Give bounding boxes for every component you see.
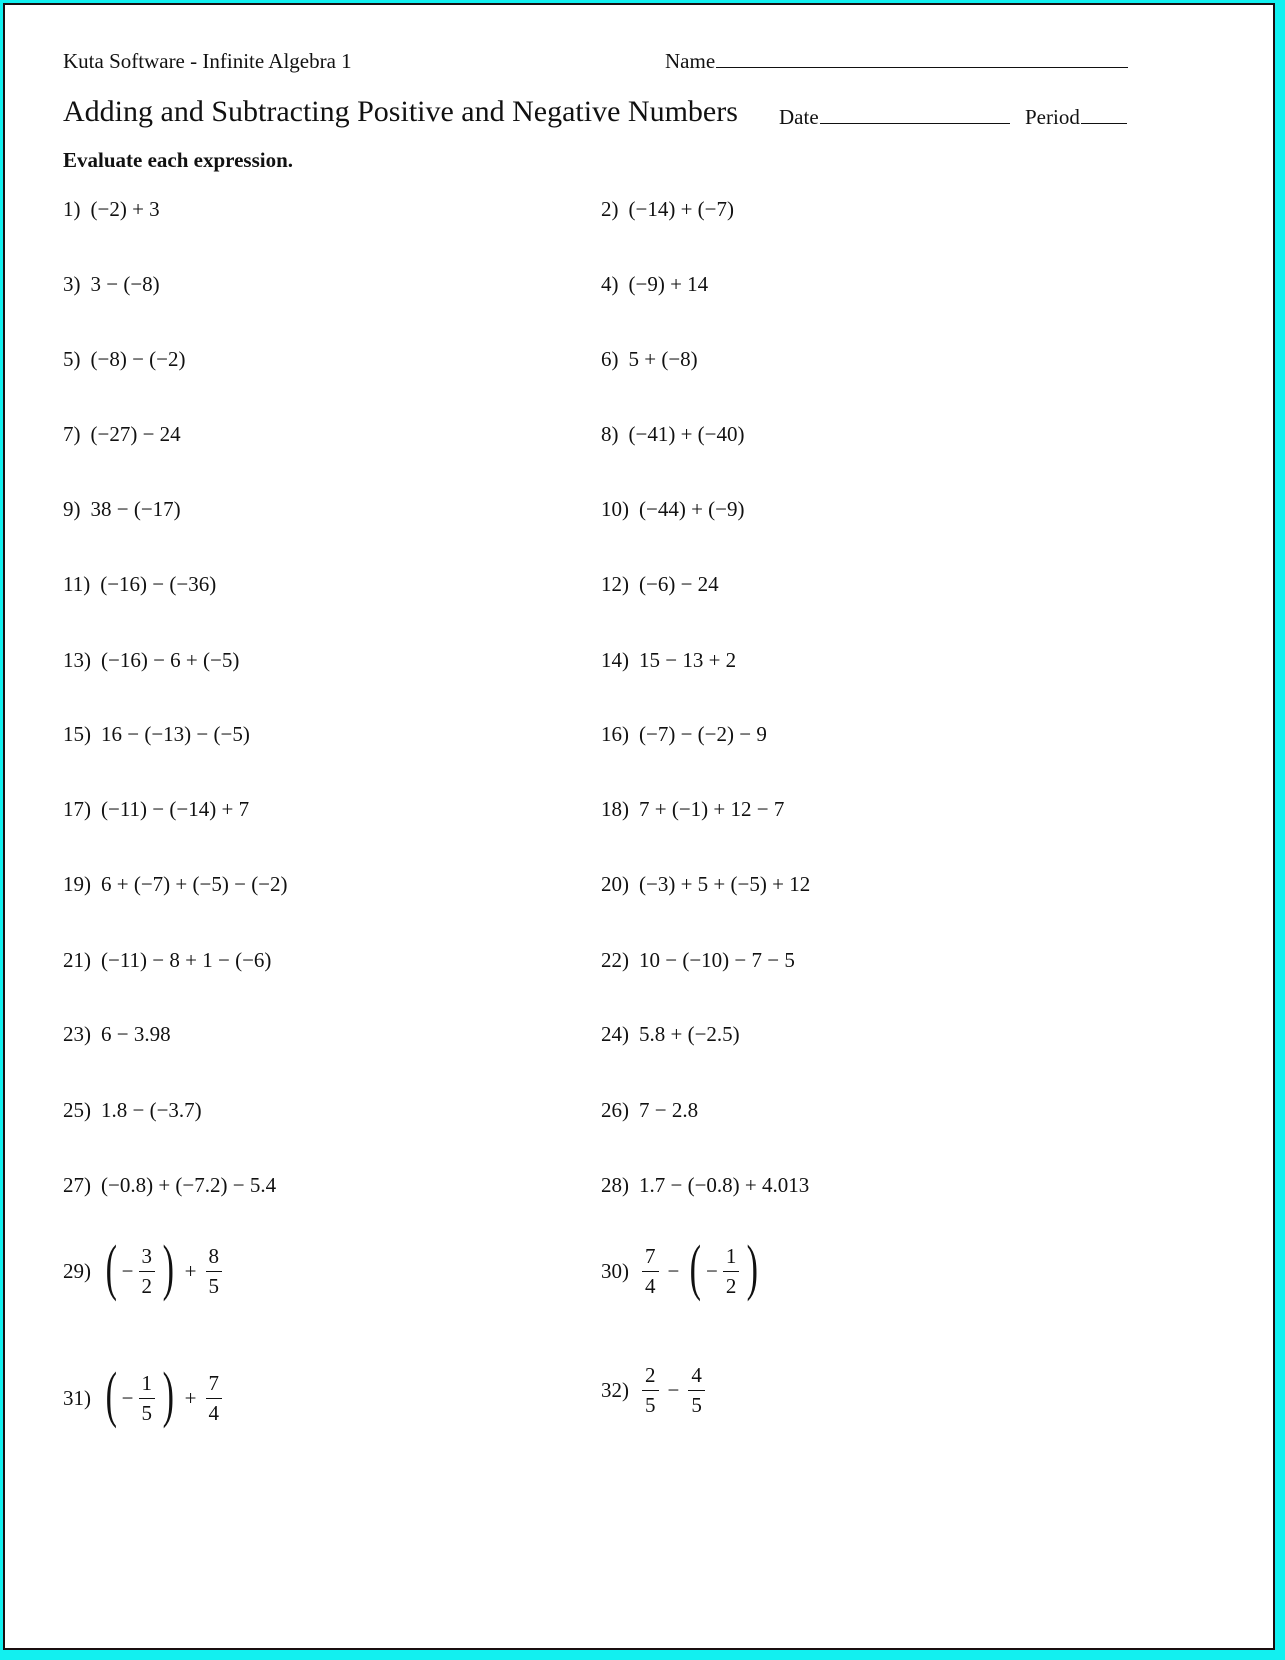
numerator: 1 — [723, 1246, 740, 1272]
problem-expression: 5.8 + (−2.5) — [639, 1022, 740, 1046]
problem-12 — [601, 572, 719, 597]
numerator: 3 — [139, 1246, 156, 1272]
problem-3 — [63, 272, 160, 297]
denominator: 5 — [141, 1400, 152, 1425]
problem-expression: 10 − (−10) − 7 − 5 — [639, 948, 795, 972]
problem-20 — [601, 872, 810, 897]
problem-number: 26) — [601, 1098, 629, 1122]
problem-number: 10) — [601, 497, 629, 521]
problem-25 — [63, 1098, 202, 1123]
problem-number: 32) — [601, 1378, 629, 1402]
name-field[interactable] — [665, 49, 1128, 74]
instructions: Evaluate each expression. — [63, 148, 294, 172]
worksheet-title: Adding and Subtracting Positive and Negative Numbers — [63, 95, 738, 128]
problem-18 — [601, 797, 784, 822]
problem-number: 4) — [601, 272, 619, 296]
problem-expression: 7 − 2.8 — [639, 1098, 699, 1122]
problem-expression: 1.8 − (−3.7) — [101, 1098, 202, 1122]
problem-expression: 38 − (−17) — [90, 497, 181, 521]
problem-13 — [63, 648, 239, 673]
problem-number: 16) — [601, 722, 629, 746]
problem-number: 27) — [63, 1173, 91, 1197]
numerator: 2 — [642, 1365, 659, 1391]
denominator: 2 — [141, 1273, 152, 1298]
period-blank-line[interactable] — [1081, 105, 1127, 124]
problem-expression: (−8) − (−2) — [90, 347, 186, 371]
problem-8 — [601, 422, 745, 447]
problem-28 — [601, 1173, 809, 1198]
fraction — [206, 1243, 223, 1298]
problem-1 — [63, 197, 160, 222]
period-label: Period — [1025, 105, 1080, 129]
numerator: 1 — [139, 1373, 156, 1399]
problem-expression: 6 + (−7) + (−5) − (−2) — [101, 872, 288, 896]
problem-number: 1) — [63, 197, 81, 221]
problem-30 — [601, 1234, 763, 1302]
close-paren: ) — [162, 1234, 175, 1302]
problem-expression: (−27) − 24 — [90, 422, 181, 446]
problem-23 — [63, 1022, 171, 1047]
problem-number: 12) — [601, 572, 629, 596]
numerator: 7 — [206, 1373, 223, 1399]
close-paren: ) — [746, 1234, 759, 1302]
problem-expression: 5 + (−8) — [628, 347, 698, 371]
problem-expression: (−9) + 14 — [628, 272, 709, 296]
problem-number: 25) — [63, 1098, 91, 1122]
problem-number: 22) — [601, 948, 629, 972]
operator: + — [184, 1385, 197, 1410]
denominator: 5 — [208, 1273, 219, 1298]
fraction — [139, 1243, 156, 1298]
denominator: 5 — [645, 1393, 656, 1417]
problem-number: 2) — [601, 197, 619, 221]
problem-15 — [63, 722, 250, 747]
problem-expression: (−2) + 3 — [90, 197, 160, 221]
problem-24 — [601, 1022, 740, 1047]
problem-2 — [601, 197, 734, 222]
negative-sign: − — [121, 1258, 134, 1283]
problem-number: 7) — [63, 422, 81, 446]
problem-number: 5) — [63, 347, 81, 371]
problem-expression: 7 + (−1) + 12 − 7 — [639, 797, 785, 821]
negative-sign: − — [121, 1385, 134, 1410]
problem-expression: 15 − 13 + 2 — [639, 648, 737, 672]
operator: − — [667, 1378, 680, 1402]
problem-19 — [63, 872, 288, 897]
fraction — [139, 1370, 156, 1425]
problem-expression: (−14) + (−7) — [628, 197, 735, 221]
worksheet-page — [3, 3, 1275, 1650]
problem-expression: (−11) − (−14) + 7 — [101, 797, 250, 821]
problem-27 — [63, 1173, 276, 1198]
problem-14 — [601, 648, 736, 673]
problem-number: 21) — [63, 948, 91, 972]
problem-5 — [63, 347, 186, 372]
problem-4 — [601, 272, 708, 297]
problem-number: 9) — [63, 497, 81, 521]
problem-29 — [63, 1234, 225, 1302]
fraction — [688, 1365, 705, 1416]
open-paren: ( — [105, 1234, 118, 1302]
problem-expression: 6 − 3.98 — [101, 1022, 171, 1046]
problem-expression: 1.7 − (−0.8) + 4.013 — [639, 1173, 810, 1197]
denominator: 4 — [645, 1273, 656, 1298]
problem-number: 6) — [601, 347, 619, 371]
negative-sign: − — [706, 1258, 718, 1283]
problem-number: 31) — [63, 1385, 91, 1410]
problem-11 — [63, 572, 216, 597]
problem-21 — [63, 948, 271, 973]
numerator: 8 — [206, 1246, 223, 1272]
numerator: 7 — [642, 1246, 659, 1272]
close-paren: ) — [162, 1361, 175, 1429]
problem-expression: (−3) + 5 + (−5) + 12 — [639, 872, 811, 896]
problem-expression: (−11) − 8 + 1 − (−6) — [101, 948, 272, 972]
problem-31 — [63, 1361, 225, 1429]
problem-number: 28) — [601, 1173, 629, 1197]
problem-7 — [63, 422, 181, 447]
fraction — [723, 1243, 740, 1298]
date-label: Date — [779, 105, 819, 129]
problem-number: 8) — [601, 422, 619, 446]
problem-number: 18) — [601, 797, 629, 821]
problem-expression: (−7) − (−2) − 9 — [639, 722, 767, 746]
problem-32 — [601, 1365, 708, 1416]
problem-number: 17) — [63, 797, 91, 821]
period-field[interactable] — [1025, 105, 1127, 130]
problem-9 — [63, 497, 181, 522]
problem-expression: 16 − (−13) − (−5) — [101, 722, 250, 746]
name-blank-line[interactable] — [716, 49, 1128, 68]
problem-10 — [601, 497, 745, 522]
problem-number: 14) — [601, 648, 629, 672]
numerator: 4 — [688, 1365, 705, 1391]
problem-expression: (−44) + (−9) — [639, 497, 745, 521]
problem-16 — [601, 722, 767, 747]
problem-number: 3) — [63, 272, 81, 296]
denominator: 4 — [208, 1400, 219, 1425]
problem-17 — [63, 797, 249, 822]
problem-26 — [601, 1098, 698, 1123]
problem-expression: (−16) − (−36) — [100, 572, 217, 596]
problem-expression: (−41) + (−40) — [628, 422, 745, 446]
operator: + — [184, 1258, 197, 1283]
fraction — [642, 1365, 659, 1416]
problem-expression: (−0.8) + (−7.2) − 5.4 — [101, 1173, 277, 1197]
problem-number: 19) — [63, 872, 91, 896]
date-field[interactable] — [779, 105, 1010, 130]
problem-number: 13) — [63, 648, 91, 672]
operator: − — [667, 1258, 680, 1283]
problem-number: 30) — [601, 1258, 629, 1283]
date-blank-line[interactable] — [820, 105, 1010, 124]
problem-expression: (−6) − 24 — [639, 572, 719, 596]
problem-expression: (−16) − 6 + (−5) — [101, 648, 240, 672]
denominator: 2 — [725, 1273, 737, 1298]
problem-number: 15) — [63, 722, 91, 746]
name-label: Name — [665, 49, 716, 73]
problem-number: 11) — [63, 572, 91, 596]
problem-expression: 3 − (−8) — [90, 272, 160, 296]
problem-6 — [601, 347, 698, 372]
fraction — [642, 1243, 659, 1298]
problem-number: 29) — [63, 1258, 91, 1283]
open-paren: ( — [689, 1234, 702, 1302]
fraction — [206, 1370, 223, 1425]
worksheet-source: Kuta Software - Infinite Algebra 1 — [63, 49, 352, 73]
problem-number: 20) — [601, 872, 629, 896]
problem-number: 23) — [63, 1022, 91, 1046]
problem-22 — [601, 948, 795, 973]
problem-number: 24) — [601, 1022, 629, 1046]
denominator: 5 — [691, 1393, 702, 1417]
open-paren: ( — [105, 1361, 118, 1429]
